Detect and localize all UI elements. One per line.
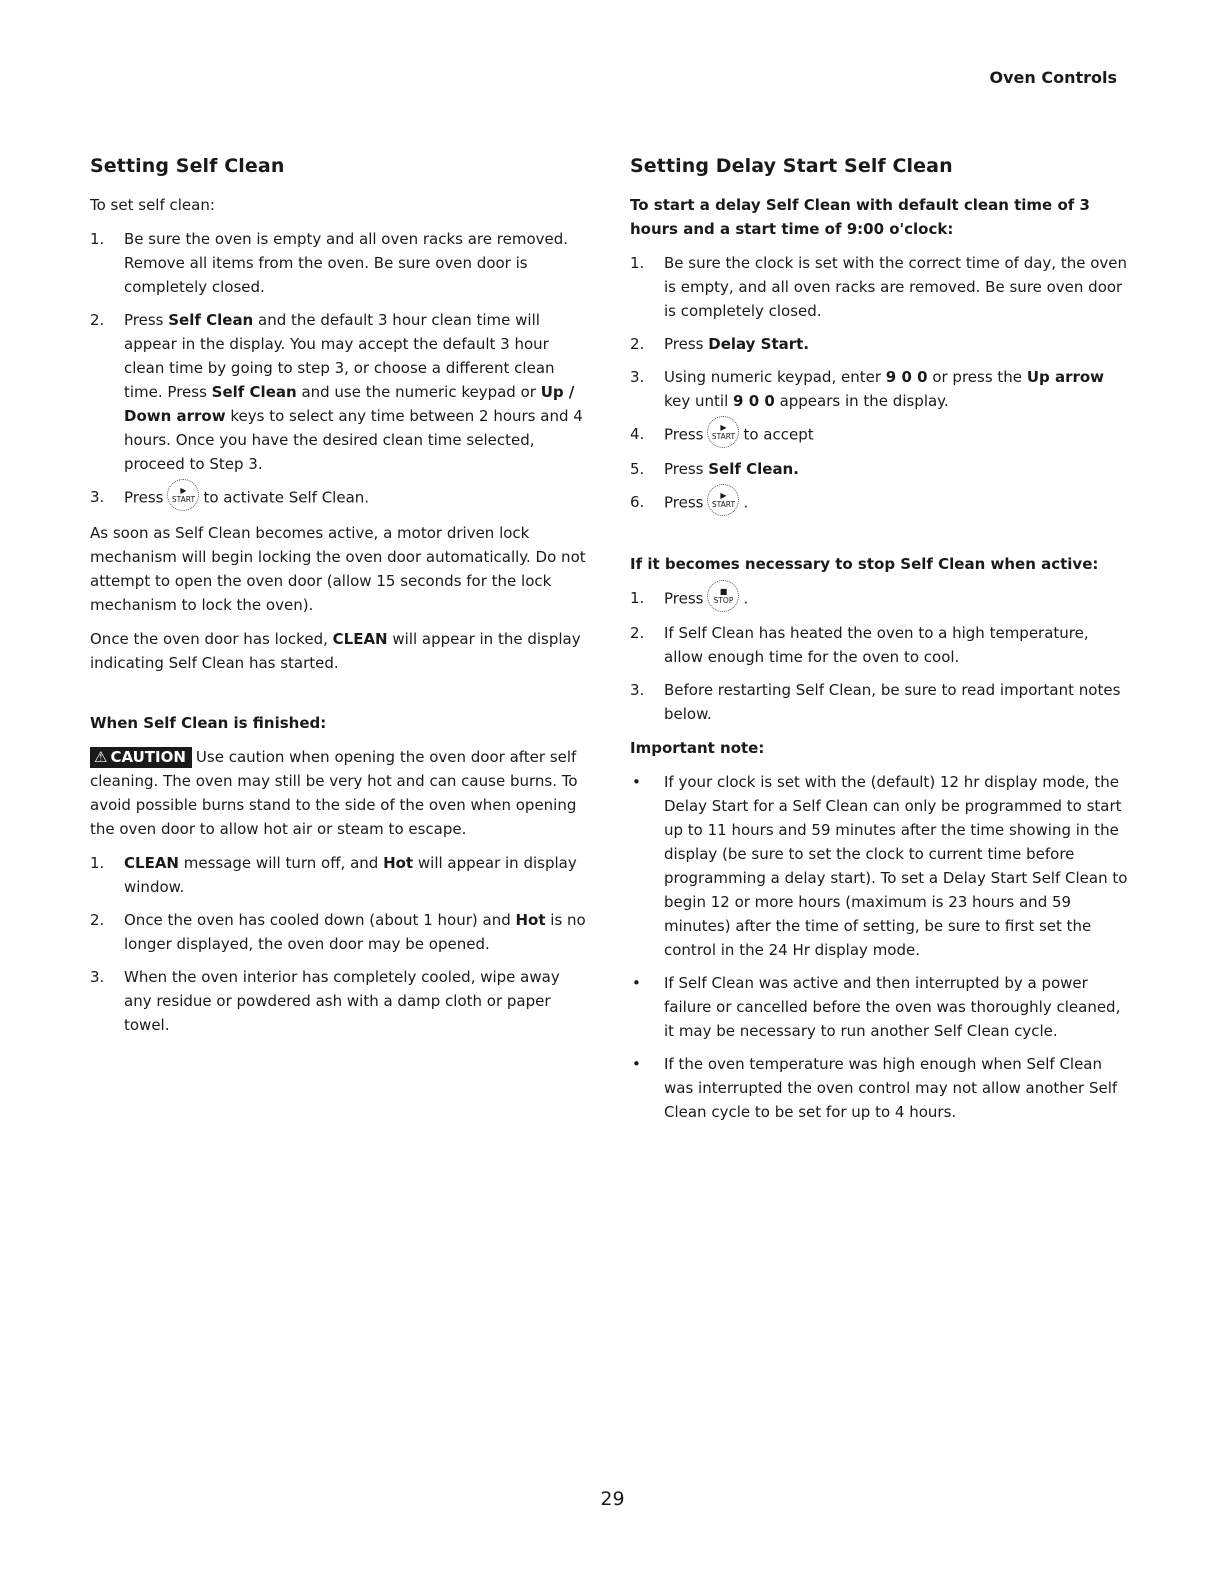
step-text: Using numeric keypad, enter 9 0 0 or press the Up arrow key until 9 0 0 appears in the display. bbox=[664, 368, 1105, 410]
step-number: 1. bbox=[90, 230, 105, 248]
list-item bbox=[90, 485, 590, 511]
list-item bbox=[90, 851, 590, 899]
step-number: 3. bbox=[90, 968, 105, 986]
list-item bbox=[630, 770, 1130, 962]
step-number: 1. bbox=[630, 589, 645, 607]
delay-start-steps bbox=[630, 251, 1130, 516]
lock-mechanism-paragraph: As soon as Self Clean becomes active, a motor driven lock mechanism will begin locking the oven door automatically. Do not attempt to open the oven door (allow 15 seconds for the lock mechanism to lock the oven). bbox=[90, 524, 586, 614]
list-item bbox=[630, 490, 1130, 516]
step-text: When the oven interior has completely cooled, wipe away any residue or powdered ash with a damp cloth or paper towel. bbox=[124, 968, 560, 1034]
step-text: Be sure the oven is empty and all oven racks are removed. Remove all items from the oven. Be sure oven door is completely closed. bbox=[124, 230, 569, 296]
step-text: If Self Clean has heated the oven to a high temperature, allow enough time for the oven to cool. bbox=[664, 624, 1089, 666]
step-number: 4. bbox=[630, 425, 645, 443]
finished-steps bbox=[90, 851, 590, 1037]
step-number: 1. bbox=[90, 854, 105, 872]
step-number: 1. bbox=[630, 254, 645, 272]
step-text: Once the oven has cooled down (about 1 hour) and Hot is no longer displayed, the oven door may be opened. bbox=[124, 911, 586, 953]
list-item bbox=[630, 422, 1130, 448]
note-text: If your clock is set with the (default) 12 hr display mode, the Delay Start for a Self Clean can only be programmed to start up to 11 hours and 59 minutes after the time showing in the display (be sure to set the clock to current time before programming a delay start). To set a Delay Start Self Clean to begin 12 or more hours (maximum is 23 hours and 59 minutes) after the time of setting, be sure to first set the control in the 24 Hr display mode. bbox=[664, 773, 1128, 959]
door-locked-paragraph: Once the oven door has locked, CLEAN will appear in the display indicating Self Clean has started. bbox=[90, 630, 581, 672]
step-text: Press Delay Start. bbox=[664, 335, 810, 353]
step-text: Press ■ STOP . bbox=[664, 586, 1130, 612]
caution-badge: ⚠ CAUTION bbox=[90, 747, 192, 768]
page-section-title: Oven Controls bbox=[989, 68, 1117, 87]
step-number: 3. bbox=[630, 681, 645, 699]
start-key-icon: ▶ START bbox=[707, 416, 739, 448]
step-text: Press ▶ START to accept bbox=[664, 422, 1130, 448]
step-number: 2. bbox=[630, 624, 645, 642]
stop-self-clean-heading: If it becomes necessary to stop Self Clean when active: bbox=[630, 555, 1099, 573]
page-number: 29 bbox=[600, 1488, 625, 1510]
left-column bbox=[90, 155, 590, 1047]
right-column bbox=[630, 155, 1130, 1134]
bullet-icon: • bbox=[632, 773, 641, 791]
set-self-clean-intro: To set self clean: bbox=[90, 196, 215, 214]
when-finished-heading: When Self Clean is finished: bbox=[90, 714, 327, 732]
list-item bbox=[630, 621, 1130, 669]
important-notes-list bbox=[630, 770, 1130, 1124]
step-text: CLEAN message will turn off, and Hot will appear in display window. bbox=[124, 854, 577, 896]
self-clean-steps bbox=[90, 227, 590, 511]
list-item bbox=[630, 1052, 1130, 1124]
list-item bbox=[90, 227, 590, 299]
stop-steps bbox=[630, 586, 1130, 726]
step-number: 5. bbox=[630, 460, 645, 478]
note-text: If the oven temperature was high enough when Self Clean was interrupted the oven control may not allow another Self Clean cycle to be set for up to 4 hours. bbox=[664, 1055, 1118, 1121]
list-item bbox=[630, 251, 1130, 323]
step-number: 3. bbox=[630, 368, 645, 386]
list-item bbox=[630, 971, 1130, 1043]
step-number: 2. bbox=[90, 911, 105, 929]
start-key-icon: ▶ START bbox=[707, 484, 739, 516]
list-item bbox=[630, 678, 1130, 726]
step-number: 6. bbox=[630, 493, 645, 511]
stop-key-icon: ■ STOP bbox=[707, 580, 739, 612]
list-item bbox=[630, 457, 1130, 481]
step-text: Press ▶ START . bbox=[664, 490, 1130, 516]
step-text: Press Self Clean. bbox=[664, 460, 799, 478]
list-item bbox=[90, 908, 590, 956]
list-item bbox=[90, 308, 590, 476]
important-note-heading: Important note: bbox=[630, 739, 765, 757]
bullet-icon: • bbox=[632, 974, 641, 992]
step-number: 2. bbox=[90, 311, 105, 329]
bullet-icon: • bbox=[632, 1055, 641, 1073]
note-text: If Self Clean was active and then interrupted by a power failure or cancelled before the oven was thoroughly cleaned, it may be necessary to run another Self Clean cycle. bbox=[664, 974, 1121, 1040]
setting-self-clean-title: Setting Self Clean bbox=[90, 155, 285, 177]
caution-paragraph: ⚠ CAUTION Use caution when opening the oven door after self cleaning. The oven may still be very hot and can cause burns. To avoid possible burns stand to the side of the oven when opening the oven door to allow hot air or steam to escape. bbox=[90, 748, 578, 838]
step-number: 2. bbox=[630, 335, 645, 353]
warning-triangle-icon: ⚠ bbox=[94, 748, 108, 766]
start-key-icon: ▶ START bbox=[167, 479, 199, 511]
step-text: Press ▶ START to activate Self Clean. bbox=[124, 485, 590, 511]
list-item bbox=[630, 332, 1130, 356]
step-text: Be sure the clock is set with the correct time of day, the oven is empty, and all oven racks are removed. Be sure oven door is completely closed. bbox=[664, 254, 1128, 320]
step-text: Before restarting Self Clean, be sure to read important notes below. bbox=[664, 681, 1121, 723]
list-item bbox=[630, 365, 1130, 413]
step-number: 3. bbox=[90, 488, 105, 506]
list-item bbox=[630, 586, 1130, 612]
delay-start-intro: To start a delay Self Clean with default clean time of 3 hours and a start time of 9:00 o'clock: bbox=[630, 196, 1090, 238]
list-item bbox=[90, 965, 590, 1037]
step-text: Press Self Clean and the default 3 hour clean time will appear in the display. You may accept the default 3 hour clean time by going to step 3, or choose a different clean time. Press Self Clean and use the numeric keypad or Up / Down arrow keys to select any time between 2 hours and 4 hours. Once you have the desired clean time selected, proceed to Step 3. bbox=[124, 311, 583, 473]
delay-start-title: Setting Delay Start Self Clean bbox=[630, 155, 953, 177]
